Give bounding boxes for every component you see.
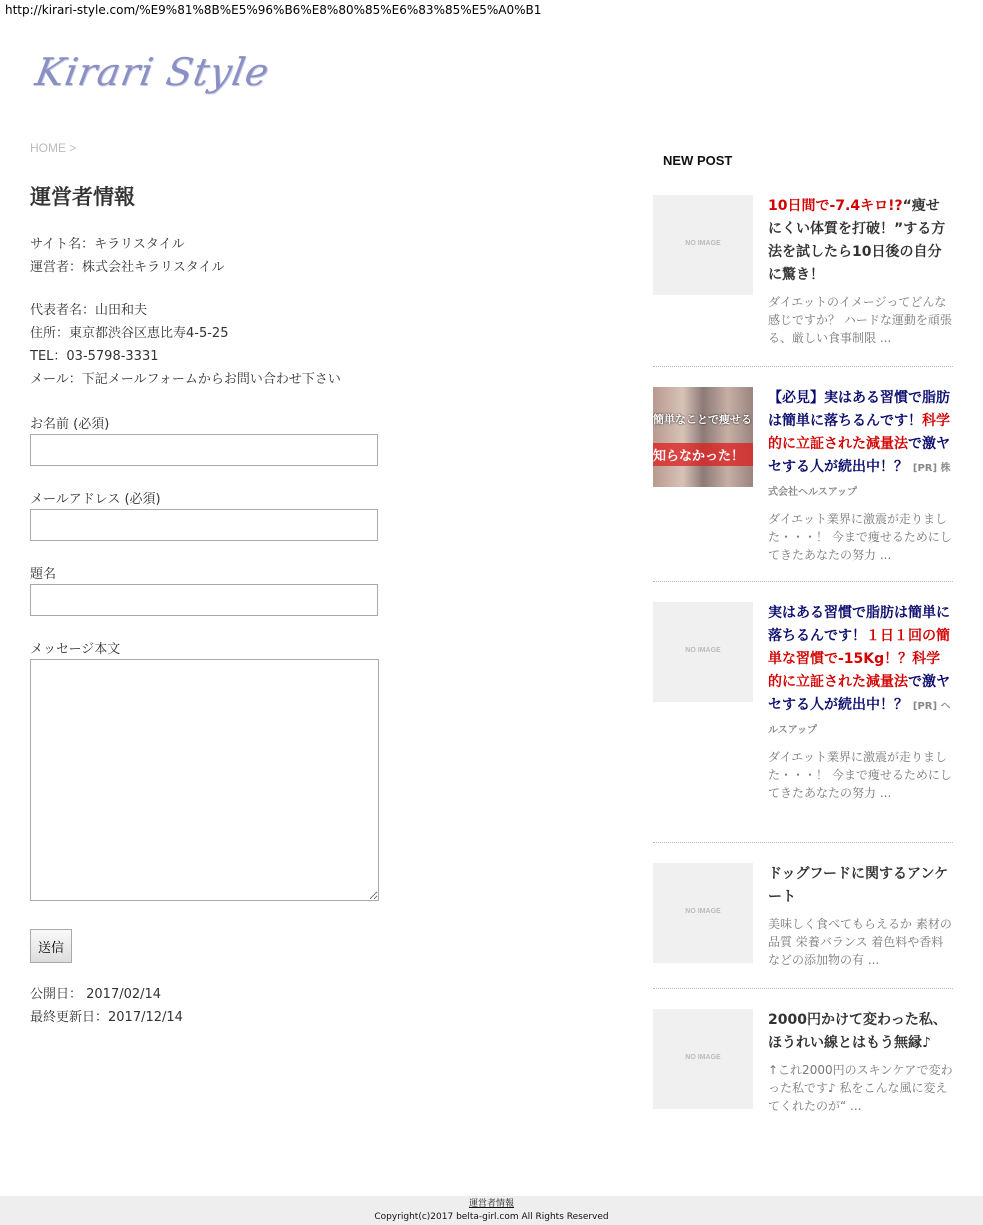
address-line: 住所：東京都渋谷区恵比寿4-5-25 [30, 326, 229, 341]
no-image-label: NO IMAGE [685, 908, 721, 915]
operator-line: 運営者：株式会社キラリスタイル [30, 260, 225, 275]
representative-line: 代表者名：山田和夫 [30, 303, 148, 318]
divider [653, 842, 953, 843]
breadcrumb-home-link[interactable]: HOME > [30, 141, 77, 155]
email-label: メールアドレス (必須) [30, 492, 161, 507]
tel-line: TEL：03-5798-3331 [30, 349, 159, 364]
post-title-text: 【必見】実はある習慣で脂肪は簡単に落ちるんです！ [768, 390, 950, 429]
post-title-text: “痩せにくい体質を打破！”する方法を試したら10日後の自分に驚き！ [768, 198, 946, 283]
subject-field[interactable] [30, 584, 378, 616]
site-logo[interactable]: Kirari Style [32, 50, 274, 94]
post-title-highlight: 10日間で-7.4キロ!? [768, 198, 903, 214]
post-title-text: で激ヤセする人が続出中！？ [768, 436, 950, 475]
post-thumbnail-photo[interactable] [653, 387, 753, 487]
dates-block [30, 983, 183, 1029]
mail-line: メール：下記メールフォームからお問い合わせ下さい [30, 372, 341, 387]
post-body [768, 602, 953, 802]
name-field[interactable] [30, 434, 378, 466]
footer [0, 1196, 983, 1225]
message-label: メッセージ本文 [30, 642, 121, 657]
divider [653, 581, 953, 582]
post-title-text: 実はある習慣で脂肪は簡単に落ちるんです！ [768, 605, 950, 644]
site-name-line: サイト名：キラリスタイル [30, 237, 185, 252]
post-thumbnail[interactable] [653, 195, 753, 295]
post-title-link[interactable] [768, 195, 953, 287]
post-excerpt: ダイエットのイメージってどんな感じですか？ ハードな運動を頑張る、厳しい食事制限 ... [768, 295, 952, 345]
footer-operator-link[interactable]: 運営者情報 [468, 1199, 514, 1209]
post-thumbnail[interactable] [653, 1009, 753, 1109]
post-excerpt: ダイエット業界に激震が走りました・・・！ 今まで痩せるためにしてきたあなたの努力 ... [768, 750, 952, 800]
sidebar-post[interactable] [653, 1009, 953, 1139]
page-title: 運営者情報 [30, 185, 135, 209]
contact-info-block [30, 299, 341, 391]
divider [653, 366, 953, 367]
message-field[interactable] [30, 659, 379, 901]
post-excerpt: ↑これ2000円のスキンケアで変わった私です♪ 私をこんな風に変えてくれたのが“ ... [768, 1063, 953, 1113]
sidebar-heading: NEW POST [663, 153, 733, 168]
post-body [768, 863, 953, 969]
sidebar-post[interactable] [653, 602, 953, 824]
divider [653, 988, 953, 989]
submit-button[interactable]: 送信 [30, 929, 72, 963]
post-title-link[interactable]: ドッグフードに関するアンケート [768, 866, 949, 905]
thumb-overlay-banner: 知らなかった！ [653, 443, 753, 466]
post-title-text: で激ヤセする人が続出中！？ [768, 674, 950, 713]
email-field[interactable] [30, 509, 378, 541]
post-body [768, 195, 953, 347]
post-title-link[interactable] [768, 602, 953, 742]
thumb-overlay-text: 簡単なことで痩せる [653, 413, 752, 426]
name-label: お名前 (必須) [30, 417, 110, 432]
no-image-label: NO IMAGE [685, 1054, 721, 1061]
post-thumbnail[interactable] [653, 863, 753, 963]
no-image-label: NO IMAGE [685, 240, 721, 247]
post-title-link[interactable]: 2000円かけて変わった私、ほうれい線とはもう無縁♪ [768, 1012, 947, 1051]
site-info-block [30, 233, 224, 279]
post-body [768, 1009, 953, 1115]
published-date: 公開日： 2017/02/14 [30, 987, 162, 1002]
sidebar-post[interactable] [653, 863, 953, 973]
updated-date: 最終更新日：2017/12/14 [30, 1010, 183, 1025]
post-body [768, 387, 953, 564]
post-title-highlight: 科学的に立証された減量法 [768, 413, 950, 452]
sidebar-post[interactable] [653, 195, 953, 345]
post-title-highlight: １日１回の簡単な習慣で-15Kg！？科学的に立証された減量法 [768, 628, 950, 690]
pr-label: [PR] ヘルスアップ [768, 701, 951, 736]
post-excerpt: 美味しく食べてもらえるか 素材の品質 栄養バランス 着色料や香料などの添加物の有 ... [768, 917, 952, 967]
pr-label: [PR] 株式会社ヘルスアップ [768, 463, 951, 498]
no-image-label: NO IMAGE [685, 647, 721, 654]
post-excerpt: ダイエット業界に激震が走りました・・・！ 今まで痩せるためにしてきたあなたの努力 ... [768, 512, 952, 562]
subject-label: 題名 [30, 567, 57, 582]
url-bar[interactable]: http://kirari-style.com/%E9%81%8B%E5%96%B6%E8%80%85%E6%83%85%E5%A0%B1 [5, 3, 542, 17]
post-title-link[interactable] [768, 387, 953, 504]
sidebar-post[interactable] [653, 387, 953, 562]
copyright-text: Copyright(c)2017 belta-girl.com All Rights Reserved [374, 1212, 609, 1222]
post-thumbnail[interactable] [653, 602, 753, 702]
